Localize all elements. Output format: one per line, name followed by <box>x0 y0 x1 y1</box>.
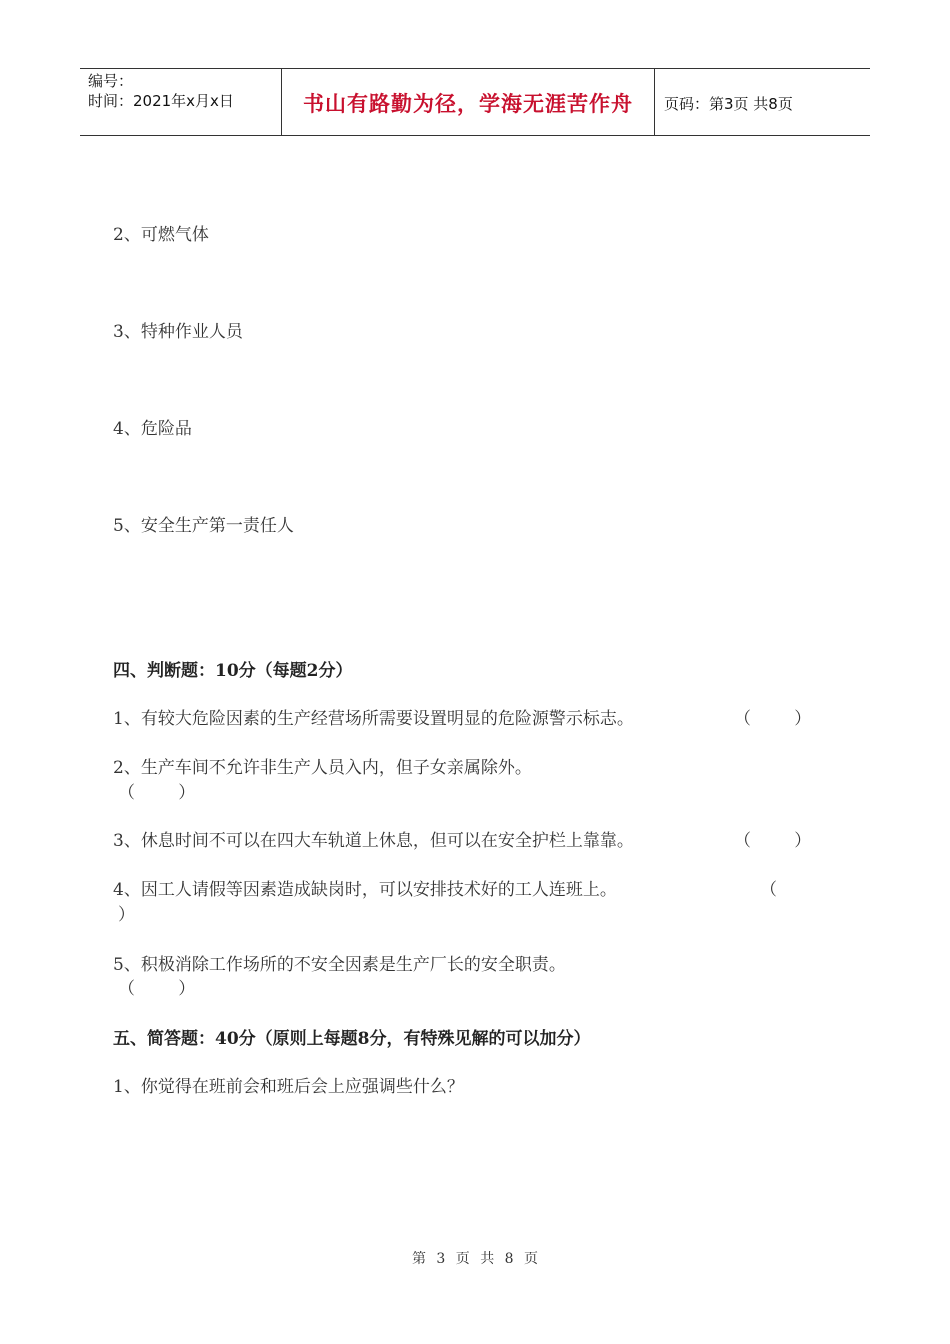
header-top-rule <box>80 68 870 69</box>
serial-number-label: 编号： <box>88 72 134 90</box>
answer-blank[interactable]: （ ） <box>734 709 812 729</box>
footer-total-number: 8 <box>504 1251 514 1267</box>
footer-page-number: 3 <box>436 1251 446 1267</box>
judgement-question: 2、生产车间不允许非生产人员入内，但子女亲属除外。 <box>113 758 532 778</box>
judgement-question: 3、休息时间不可以在四大车轨道上休息，但可以在安全护栏上靠靠。 <box>113 831 634 851</box>
page-indicator: 页码：第3页 共8页 <box>664 95 793 113</box>
header-motto: 书山有路勤为径，学海无涯苦作舟 <box>303 92 633 116</box>
footer-total-word: 共 <box>480 1251 495 1267</box>
section-heading-short-answer: 五、简答题：40分（原则上每题8分，有特殊见解的可以加分） <box>113 1029 591 1049</box>
judgement-question: 4、因工人请假等因素造成缺岗时，可以安排技术好的工人连班上。 <box>113 880 617 900</box>
footer-total-unit: 页 <box>524 1251 539 1267</box>
short-answer-question: 1、你觉得在班前会和班后会上应强调些什么？ <box>113 1077 464 1097</box>
header-divider-right <box>654 68 655 136</box>
answer-blank-open[interactable]: （ <box>760 880 777 900</box>
definition-item: 5、安全生产第一责任人 <box>113 516 294 536</box>
footer-page-word: 第 <box>411 1251 426 1267</box>
date-label: 时间：2021年x月x日 <box>88 92 234 110</box>
definition-item: 2、可燃气体 <box>113 225 209 245</box>
definition-item: 4、危险品 <box>113 419 192 439</box>
judgement-question: 5、积极消除工作场所的不安全因素是生产厂长的安全职责。 <box>113 955 566 975</box>
footer-page-unit: 页 <box>455 1251 470 1267</box>
header-bottom-rule <box>80 135 870 136</box>
page-footer <box>0 1248 950 1268</box>
answer-blank-close[interactable]: ） <box>118 905 135 925</box>
judgement-question: 1、有较大危险因素的生产经营场所需要设置明显的危险源警示标志。 <box>113 709 634 729</box>
section-heading-judgement: 四、判断题：10分（每题2分） <box>113 661 353 681</box>
answer-blank[interactable]: （ ） <box>118 783 196 803</box>
answer-blank[interactable]: （ ） <box>118 979 196 999</box>
definition-item: 3、特种作业人员 <box>113 322 243 342</box>
answer-blank[interactable]: （ ） <box>734 831 812 851</box>
